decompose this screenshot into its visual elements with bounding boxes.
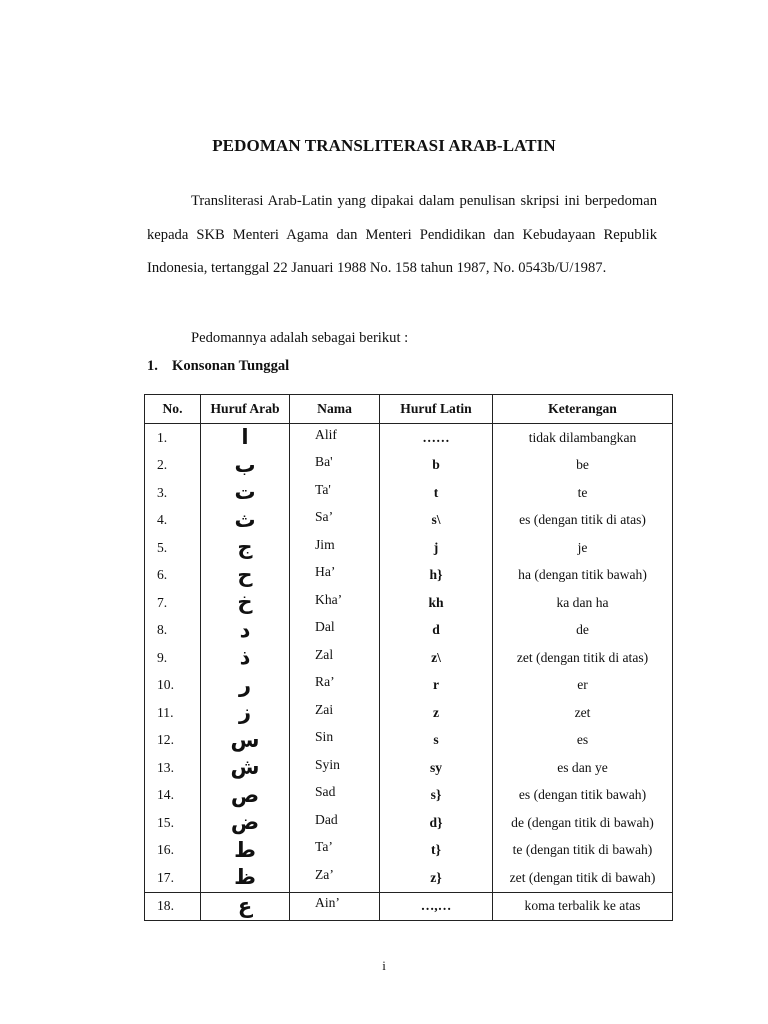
letter-name: Jim [315,536,335,552]
arabic-letter: ب [234,452,256,477]
row-number: 15. [145,809,201,837]
row-number: 1. [145,424,201,452]
latin-letter-cell [380,644,493,672]
letter-name: Sad [315,784,336,800]
arabic-letter: خ [237,590,253,615]
description: es (dengan titik bawah) [493,782,673,810]
letter-name-cell [290,864,380,892]
arabic-letter: ض [230,810,260,835]
description: koma terbalik ke atas [493,892,673,921]
row-number: 4. [145,507,201,535]
arabic-letter: ش [230,755,260,780]
table-row [145,672,673,700]
header-arab: Huruf Arab [201,395,290,424]
letter-name-cell [290,644,380,672]
table-row [145,589,673,617]
arabic-letter-cell [201,672,290,700]
page-number: i [382,958,386,973]
description: ha (dengan titik bawah) [493,562,673,590]
arabic-letter: ا [241,425,249,450]
header-keterangan: Keterangan [493,395,673,424]
letter-name-cell [290,699,380,727]
description: es (dengan titik di atas) [493,507,673,535]
latin-letter-cell [380,589,493,617]
letter-name-cell [290,617,380,645]
latin-letter: r [432,677,440,693]
table-header-row [145,395,673,424]
table-row [145,644,673,672]
letter-name: Dad [315,811,338,827]
letter-name-cell [290,424,380,452]
latin-letter-cell [380,892,493,921]
arabic-letter: د [239,617,251,642]
arabic-letter: س [230,727,260,752]
letter-name: Dal [315,619,335,635]
latin-letter: b [432,457,440,473]
table-row [145,727,673,755]
arabic-letter-cell [201,617,290,645]
latin-letter: s\ [431,512,441,528]
arabic-letter: ر [238,672,252,697]
arabic-letter: ظ [234,865,256,890]
table-row [145,864,673,892]
latin-letter: t [433,484,439,500]
letter-name-cell [290,562,380,590]
arabic-letter: ط [234,837,256,862]
table-row [145,837,673,865]
arabic-letter-cell [201,699,290,727]
row-number: 10. [145,672,201,700]
arabic-letter: ح [237,562,253,587]
latin-letter: sy [429,759,443,775]
arabic-letter: ذ [239,645,251,670]
row-number: 17. [145,864,201,892]
row-number: 5. [145,534,201,562]
latin-letter-cell [380,617,493,645]
arabic-letter-cell [201,837,290,865]
arabic-letter-cell [201,589,290,617]
arabic-letter-cell [201,562,290,590]
table-row [145,892,673,921]
latin-letter-cell [380,562,493,590]
header-latin: Huruf Latin [380,395,493,424]
latin-letter: z} [430,869,442,885]
letter-name-cell [290,782,380,810]
table-row [145,534,673,562]
latin-letter: s} [430,787,442,803]
description: je [493,534,673,562]
latin-letter-cell [380,699,493,727]
table-row [145,479,673,507]
transliteration-table [144,394,673,921]
latin-letter: t} [431,842,441,858]
table-row [145,424,673,452]
arabic-letter-cell [201,534,290,562]
description: te (dengan titik di bawah) [493,837,673,865]
letter-name: Za’ [315,866,334,882]
latin-letter-cell [380,534,493,562]
table-row [145,699,673,727]
latin-letter-cell [380,424,493,452]
arabic-letter-cell [201,864,290,892]
latin-letter-cell [380,727,493,755]
arabic-letter-cell [201,644,290,672]
arabic-letter: ث [234,507,256,532]
letter-name-cell [290,507,380,535]
row-number: 8. [145,617,201,645]
latin-letter-cell [380,754,493,782]
table-row [145,782,673,810]
description: de (dengan titik di bawah) [493,809,673,837]
row-number: 18. [145,892,201,921]
letter-name-cell [290,727,380,755]
latin-letter: j [433,539,439,555]
latin-letter: s [433,732,439,748]
arabic-letter-cell [201,809,290,837]
description: es dan ye [493,754,673,782]
row-number: 11. [145,699,201,727]
letter-name-cell [290,837,380,865]
description: zet [493,699,673,727]
letter-name-cell [290,589,380,617]
arabic-letter: ز [238,700,252,725]
arabic-letter-cell [201,727,290,755]
arabic-letter-cell [201,754,290,782]
description: ka dan ha [493,589,673,617]
description: te [493,479,673,507]
table-row [145,754,673,782]
letter-name: Syin [315,756,340,772]
table-row [145,507,673,535]
letter-name-cell [290,452,380,480]
latin-letter: h} [429,567,443,583]
section-number: 1. [147,358,158,374]
latin-letter: d} [429,814,443,830]
arabic-letter-cell [201,479,290,507]
arabic-letter: ص [230,782,260,807]
table-row [145,617,673,645]
description: be [493,452,673,480]
arabic-letter-cell [201,507,290,535]
letter-name: Ha’ [315,564,336,580]
arabic-letter-cell [201,892,290,921]
letter-name: Alif [315,426,337,442]
table-row [145,562,673,590]
latin-letter: z\ [431,649,441,665]
arabic-letter: ج [237,535,253,560]
latin-letter-cell [380,507,493,535]
row-number: 6. [145,562,201,590]
description: de [493,617,673,645]
arabic-letter-cell [201,424,290,452]
latin-letter: z [432,704,440,720]
letter-name: Zal [315,646,334,662]
letter-name: Ra’ [315,674,335,690]
letter-name-cell [290,479,380,507]
letter-name: Ta’ [315,839,333,855]
row-number: 16. [145,837,201,865]
letter-name-cell [290,534,380,562]
letter-name: Kha’ [315,591,343,607]
description: tidak dilambangkan [493,424,673,452]
description: er [493,672,673,700]
latin-letter-cell [380,452,493,480]
row-number: 9. [145,644,201,672]
arabic-letter: ت [234,480,256,505]
letter-name: Zai [315,701,334,717]
header-nama: Nama [290,395,380,424]
letter-name: Sa’ [315,509,334,525]
description: zet (dengan titik di bawah) [493,864,673,892]
table-row [145,452,673,480]
latin-letter: …… [422,429,450,445]
section-title: Konsonan Tunggal [172,358,290,374]
latin-letter-cell [380,782,493,810]
row-number: 13. [145,754,201,782]
page-title: PEDOMAN TRANSLITERASI ARAB-LATIN [212,136,556,155]
letter-name-cell [290,809,380,837]
row-number: 2. [145,452,201,480]
arabic-letter-cell [201,452,290,480]
description: es [493,727,673,755]
latin-letter-cell [380,837,493,865]
letter-name: Sin [315,729,334,745]
latin-letter-cell [380,479,493,507]
letter-name-cell [290,672,380,700]
arabic-letter: ع [237,893,253,918]
letter-name: Ta' [315,481,331,497]
latin-letter-cell [380,864,493,892]
table-row [145,809,673,837]
latin-letter-cell [380,672,493,700]
latin-letter-cell [380,809,493,837]
letter-name: Ba' [315,454,333,470]
row-number: 12. [145,727,201,755]
arabic-letter-cell [201,782,290,810]
row-number: 3. [145,479,201,507]
header-no: No. [145,395,201,424]
letter-name: Ain’ [315,895,340,911]
row-number: 7. [145,589,201,617]
description: zet (dengan titik di atas) [493,644,673,672]
latin-letter: kh [428,594,444,610]
intro-paragraph [147,185,657,286]
latin-letter: d [432,622,440,638]
guideline-paragraph: Pedomannya adalah sebagai berikut : [191,330,409,346]
intro-paragraph-text: Transliterasi Arab-Latin yang dipakai dalam penulisan skripsi ini berpedoman kepada SKB Menteri Agama dan Menteri Pendidikan dan Kebudayaan Republik Indonesia, tertanggal 22 Januari 1988 No. 158 tahun 1987, No. 0543b/U/1987. [147,193,657,276]
letter-name-cell [290,754,380,782]
letter-name-cell [290,892,380,921]
latin-letter: …,… [420,898,452,914]
row-number: 14. [145,782,201,810]
section-heading [147,358,289,375]
table-body [145,424,673,921]
